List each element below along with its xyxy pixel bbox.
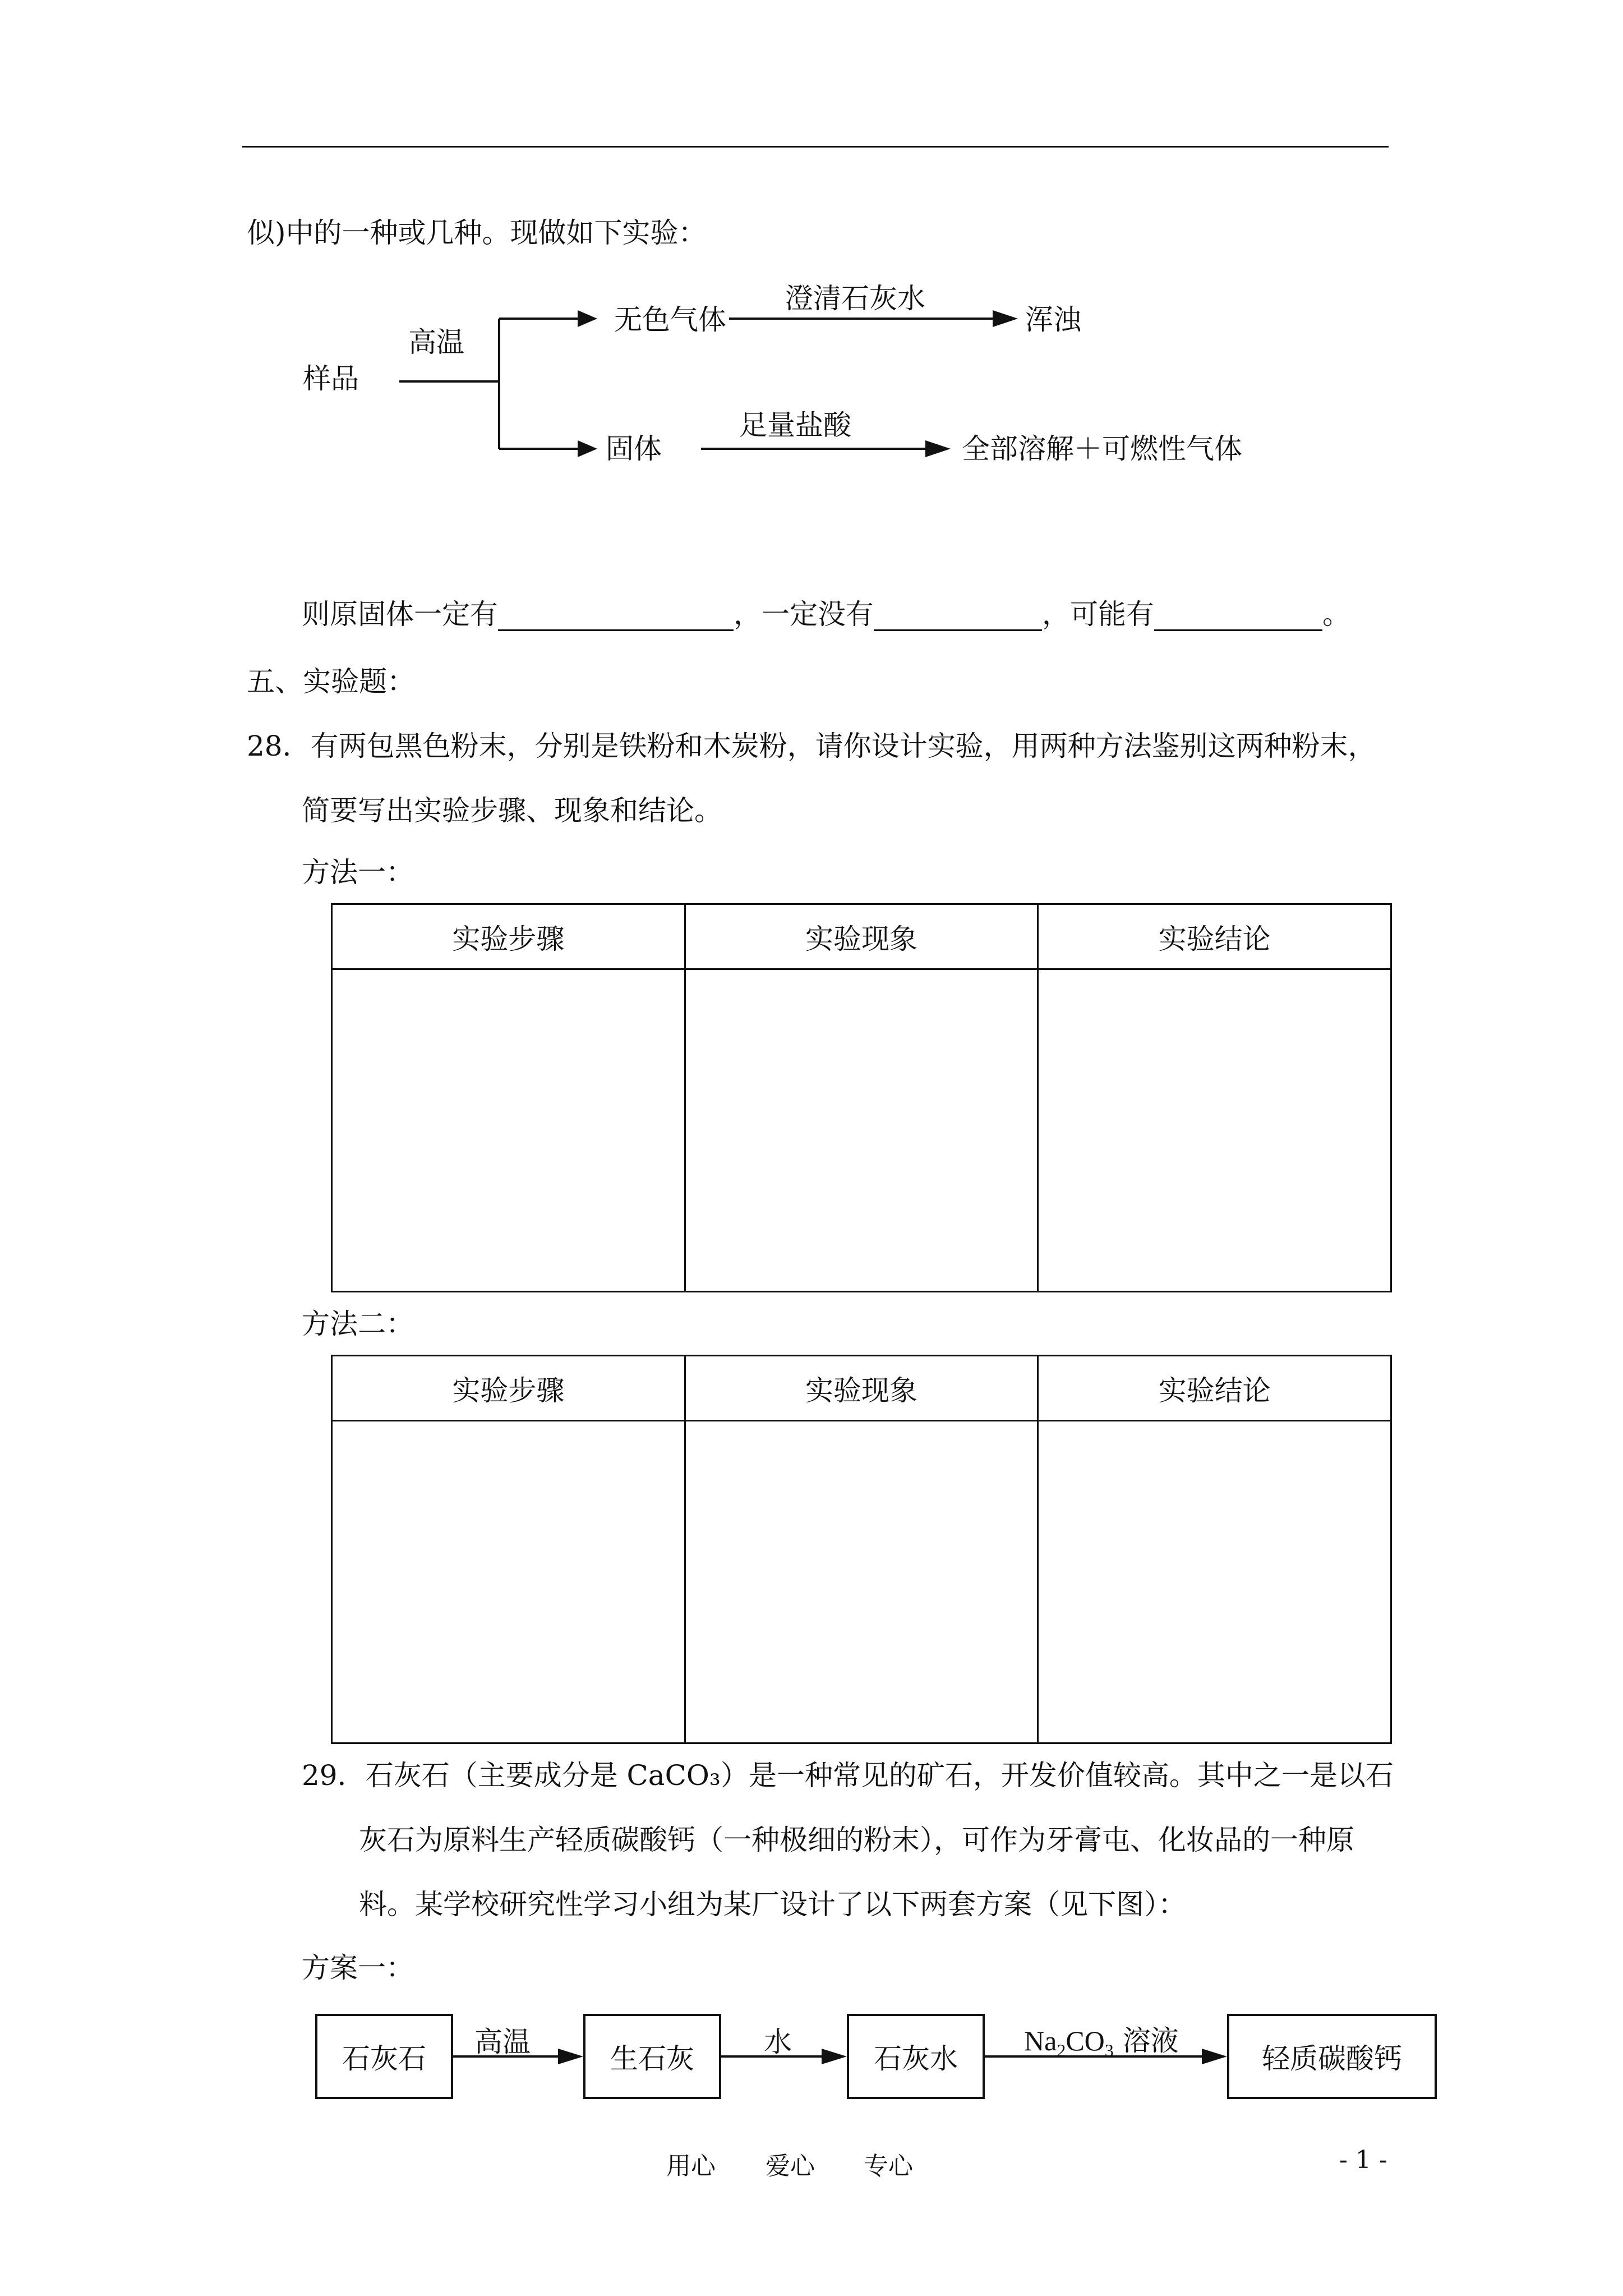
sample-label: 样品 [303, 362, 359, 395]
answer-cell[interactable] [1038, 969, 1391, 1292]
arrow-sodium-carbonate-label: $Na_2CO_3$ 溶液 [1024, 2024, 1179, 2060]
page-number: - 1 - [1339, 2146, 1387, 2174]
fill-mid2: ，可能有 [1042, 598, 1154, 631]
answer-blank-definite[interactable] [498, 604, 734, 631]
answer-blank-possible[interactable] [1154, 604, 1322, 631]
method2-label: 方法二： [302, 1308, 414, 1340]
method2-table [331, 1355, 1392, 1744]
arrow-high-temp-label: 高温 [474, 2026, 531, 2058]
solid-label: 固体 [606, 432, 662, 465]
header-steps: 实验步骤 [332, 904, 685, 969]
method1-table [331, 903, 1392, 1292]
answer-blank-absent[interactable] [874, 604, 1042, 631]
turbid-label: 浑浊 [1025, 303, 1081, 336]
answer-cell[interactable] [685, 1421, 1038, 1743]
answer-cell[interactable] [332, 1421, 685, 1743]
q29-line2: 灰石为原料生产轻质碳酸钙（一种极细的粉末），可作为牙膏屯、化妆品的一种原 [359, 1824, 1354, 1856]
hydrochloric-acid-label: 足量盐酸 [739, 409, 851, 441]
process-arrows [0, 2014, 1623, 2104]
answer-cell[interactable] [332, 969, 685, 1292]
header-conclusion: 实验结论 [1038, 1356, 1391, 1421]
answer-cell[interactable] [685, 969, 1038, 1292]
header-steps: 实验步骤 [332, 1356, 685, 1421]
q28-line2: 简要写出实验步骤、现象和结论。 [302, 794, 722, 827]
lime-water-label: 澄清石灰水 [785, 282, 925, 315]
header-phenomena: 实验现象 [685, 1356, 1038, 1421]
answer-cell[interactable] [1038, 1421, 1391, 1743]
fill-mid1: ，一定没有 [734, 598, 874, 631]
method1-label: 方法一： [302, 856, 414, 889]
footer-motto-1: 用心 [666, 2152, 716, 2180]
fill-end: 。 [1322, 598, 1350, 631]
q29-line3: 料。某学校研究性学习小组为某厂设计了以下两套方案（见下图）： [359, 1888, 1186, 1921]
arrow-water-label: 水 [764, 2026, 792, 2058]
section-heading: 五、实验题： [247, 665, 415, 698]
q29-line1: 29．石灰石（主要成分是 CaCO₃）是一种常见的矿石，开发价值较高。其中之一是以石 [302, 1759, 1394, 1792]
footer-motto-2: 爱心 [766, 2152, 815, 2180]
light-calcium-carbonate-box: 轻质碳酸钙 [1227, 2014, 1437, 2099]
lime-water-box: 石灰水 [847, 2014, 985, 2099]
intro-line: 似)中的一种或几种。现做如下实验： [247, 217, 707, 249]
colorless-gas-label: 无色气体 [614, 303, 726, 336]
q28-line1: 28．有两包黑色粉末，分别是铁粉和木炭粉，请你设计实验，用两种方法鉴别这两种粉末， [247, 730, 1376, 762]
limestone-box: 石灰石 [315, 2014, 453, 2099]
plan1-label: 方案一： [302, 1952, 414, 1984]
header-phenomena: 实验现象 [685, 904, 1038, 969]
fill-prefix: 则原固体一定有 [302, 598, 498, 631]
dissolve-result-label: 全部溶解＋可燃性气体 [962, 432, 1242, 465]
header-conclusion: 实验结论 [1038, 904, 1391, 969]
fill-in-question [302, 597, 1350, 631]
footer-motto-3: 专心 [864, 2152, 913, 2180]
high-temp-label: 高温 [408, 326, 464, 358]
quicklime-box: 生石灰 [583, 2014, 721, 2099]
